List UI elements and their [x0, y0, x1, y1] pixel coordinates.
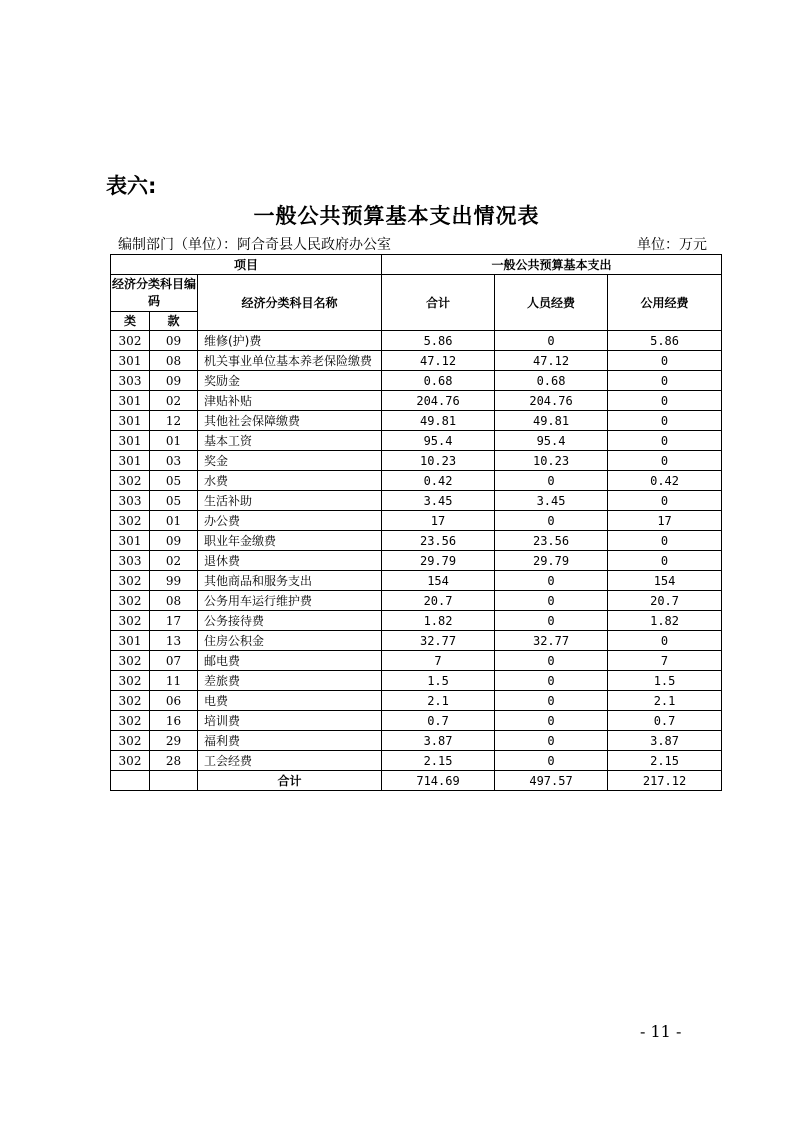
cell-sub: 02	[150, 391, 198, 411]
cell-total: 204.76	[382, 391, 495, 411]
cell-total: 2.15	[382, 751, 495, 771]
cell-sub: 08	[150, 351, 198, 371]
table-row	[111, 391, 722, 411]
cell-cat-empty	[111, 771, 150, 791]
cell-personnel: 29.79	[495, 551, 608, 571]
cell-cat: 301	[111, 631, 150, 651]
table-row	[111, 511, 722, 531]
cell-total: 47.12	[382, 351, 495, 371]
header-public: 公用经费	[608, 275, 722, 331]
cell-total: 0.7	[382, 711, 495, 731]
header-expense: 一般公共预算基本支出	[382, 255, 722, 275]
cell-sub: 28	[150, 751, 198, 771]
table-row	[111, 651, 722, 671]
cell-public: 0	[608, 431, 722, 451]
table-row	[111, 331, 722, 351]
total-total: 714.69	[382, 771, 495, 791]
cell-sub: 05	[150, 471, 198, 491]
cell-public: 20.7	[608, 591, 722, 611]
cell-name: 公务用车运行维护费	[198, 591, 382, 611]
cell-sub: 03	[150, 451, 198, 471]
cell-total: 49.81	[382, 411, 495, 431]
compiling-department: 编制部门（单位）：阿合奇县人民政府办公室	[118, 237, 391, 253]
cell-cat: 301	[111, 351, 150, 371]
cell-public: 0.7	[608, 711, 722, 731]
total-row	[111, 771, 722, 791]
cell-name: 奖励金	[198, 371, 382, 391]
cell-public: 0	[608, 531, 722, 551]
header-row-2	[111, 275, 722, 312]
table-row	[111, 371, 722, 391]
total-personnel: 497.57	[495, 771, 608, 791]
cell-personnel: 49.81	[495, 411, 608, 431]
cell-personnel: 95.4	[495, 431, 608, 451]
cell-public: 0.42	[608, 471, 722, 491]
cell-sub: 05	[150, 491, 198, 511]
cell-personnel: 23.56	[495, 531, 608, 551]
cell-sub: 08	[150, 591, 198, 611]
cell-cat: 301	[111, 531, 150, 551]
cell-name: 机关事业单位基本养老保险缴费	[198, 351, 382, 371]
cell-name: 基本工资	[198, 431, 382, 451]
cell-name: 退休费	[198, 551, 382, 571]
total-public: 217.12	[608, 771, 722, 791]
cell-cat: 302	[111, 591, 150, 611]
cell-public: 0	[608, 391, 722, 411]
table-row	[111, 611, 722, 631]
table-number-label: 表六:	[106, 174, 157, 198]
table-row	[111, 431, 722, 451]
table-row	[111, 631, 722, 651]
cell-personnel: 0	[495, 731, 608, 751]
cell-personnel: 0	[495, 471, 608, 491]
cell-total: 5.86	[382, 331, 495, 351]
cell-personnel: 0	[495, 571, 608, 591]
cell-public: 7	[608, 651, 722, 671]
cell-public: 17	[608, 511, 722, 531]
cell-sub: 11	[150, 671, 198, 691]
cell-name: 其他社会保障缴费	[198, 411, 382, 431]
cell-sub: 06	[150, 691, 198, 711]
cell-name: 办公费	[198, 511, 382, 531]
cell-sub: 12	[150, 411, 198, 431]
table-row	[111, 571, 722, 591]
cell-name: 水费	[198, 471, 382, 491]
total-label: 合计	[198, 771, 382, 791]
cell-personnel: 0	[495, 671, 608, 691]
cell-public: 0	[608, 551, 722, 571]
cell-sub: 09	[150, 331, 198, 351]
cell-cat: 302	[111, 711, 150, 731]
cell-personnel: 204.76	[495, 391, 608, 411]
cell-public: 0	[608, 351, 722, 371]
cell-name: 职业年金缴费	[198, 531, 382, 551]
cell-name: 培训费	[198, 711, 382, 731]
cell-cat: 302	[111, 691, 150, 711]
header-cat: 类	[111, 312, 150, 331]
table-row	[111, 591, 722, 611]
cell-public: 1.82	[608, 611, 722, 631]
cell-total: 7	[382, 651, 495, 671]
cell-name: 工会经费	[198, 751, 382, 771]
cell-public: 1.5	[608, 671, 722, 691]
cell-total: 0.68	[382, 371, 495, 391]
cell-personnel: 0	[495, 611, 608, 631]
cell-public: 0	[608, 631, 722, 651]
cell-name: 电费	[198, 691, 382, 711]
header-total: 合计	[382, 275, 495, 331]
cell-total: 23.56	[382, 531, 495, 551]
cell-sub: 29	[150, 731, 198, 751]
cell-personnel: 0	[495, 591, 608, 611]
cell-sub: 07	[150, 651, 198, 671]
cell-public: 3.87	[608, 731, 722, 751]
cell-name: 维修(护)费	[198, 331, 382, 351]
table-row	[111, 671, 722, 691]
table-row	[111, 491, 722, 511]
unit-label: 单位：万元	[637, 237, 707, 253]
cell-total: 17	[382, 511, 495, 531]
table-row	[111, 531, 722, 551]
cell-total: 32.77	[382, 631, 495, 651]
cell-public: 0	[608, 411, 722, 431]
cell-total: 29.79	[382, 551, 495, 571]
cell-personnel: 0.68	[495, 371, 608, 391]
cell-personnel: 0	[495, 691, 608, 711]
cell-name: 福利费	[198, 731, 382, 751]
cell-cat: 303	[111, 551, 150, 571]
table-row	[111, 451, 722, 471]
table-row	[111, 471, 722, 491]
cell-personnel: 32.77	[495, 631, 608, 651]
cell-total: 10.23	[382, 451, 495, 471]
header-personnel: 人员经费	[495, 275, 608, 331]
cell-total: 154	[382, 571, 495, 591]
cell-cat: 302	[111, 471, 150, 491]
cell-cat: 302	[111, 511, 150, 531]
header-row-1	[111, 255, 722, 275]
cell-sub: 13	[150, 631, 198, 651]
cell-cat: 302	[111, 571, 150, 591]
cell-cat: 303	[111, 491, 150, 511]
cell-name: 津贴补贴	[198, 391, 382, 411]
cell-name: 公务接待费	[198, 611, 382, 631]
table-row	[111, 411, 722, 431]
cell-cat: 301	[111, 431, 150, 451]
table-row	[111, 351, 722, 371]
cell-cat: 302	[111, 751, 150, 771]
budget-table-body	[111, 255, 722, 791]
cell-personnel: 3.45	[495, 491, 608, 511]
cell-name: 其他商品和服务支出	[198, 571, 382, 591]
cell-public: 2.1	[608, 691, 722, 711]
cell-name: 住房公积金	[198, 631, 382, 651]
cell-personnel: 0	[495, 651, 608, 671]
cell-public: 154	[608, 571, 722, 591]
cell-personnel: 0	[495, 711, 608, 731]
cell-total: 2.1	[382, 691, 495, 711]
budget-table	[110, 254, 722, 791]
cell-public: 5.86	[608, 331, 722, 351]
cell-total: 1.82	[382, 611, 495, 631]
cell-sub: 01	[150, 511, 198, 531]
header-econ-name: 经济分类科目名称	[198, 275, 382, 331]
cell-cat: 301	[111, 411, 150, 431]
cell-name: 邮电费	[198, 651, 382, 671]
cell-cat: 302	[111, 671, 150, 691]
table-row	[111, 731, 722, 751]
table-row	[111, 711, 722, 731]
table-row	[111, 751, 722, 771]
cell-total: 95.4	[382, 431, 495, 451]
cell-sub: 16	[150, 711, 198, 731]
cell-sub: 09	[150, 531, 198, 551]
cell-total: 20.7	[382, 591, 495, 611]
cell-sub: 01	[150, 431, 198, 451]
cell-public: 0	[608, 371, 722, 391]
cell-cat: 302	[111, 731, 150, 751]
cell-cat: 303	[111, 371, 150, 391]
header-econ-code: 经济分类科目编码	[111, 275, 198, 312]
cell-cat: 302	[111, 611, 150, 631]
cell-cat: 302	[111, 651, 150, 671]
header-sub: 款	[150, 312, 198, 331]
cell-public: 0	[608, 451, 722, 471]
cell-total: 3.87	[382, 731, 495, 751]
cell-personnel: 0	[495, 511, 608, 531]
cell-name: 差旅费	[198, 671, 382, 691]
cell-public: 0	[608, 491, 722, 511]
cell-total: 3.45	[382, 491, 495, 511]
cell-sub: 99	[150, 571, 198, 591]
cell-personnel: 0	[495, 751, 608, 771]
cell-cat: 302	[111, 331, 150, 351]
cell-cat: 301	[111, 451, 150, 471]
page-number: - 11 -	[640, 1022, 682, 1041]
cell-cat: 301	[111, 391, 150, 411]
table-row	[111, 551, 722, 571]
cell-personnel: 10.23	[495, 451, 608, 471]
cell-personnel: 47.12	[495, 351, 608, 371]
cell-sub: 17	[150, 611, 198, 631]
cell-name: 奖金	[198, 451, 382, 471]
table-row	[111, 691, 722, 711]
cell-name: 生活补助	[198, 491, 382, 511]
cell-personnel: 0	[495, 331, 608, 351]
cell-sub: 02	[150, 551, 198, 571]
cell-public: 2.15	[608, 751, 722, 771]
cell-total: 0.42	[382, 471, 495, 491]
cell-sub: 09	[150, 371, 198, 391]
cell-sub-empty	[150, 771, 198, 791]
header-item: 项目	[111, 255, 382, 275]
cell-total: 1.5	[382, 671, 495, 691]
page-title: 一般公共预算基本支出情况表	[253, 204, 540, 228]
